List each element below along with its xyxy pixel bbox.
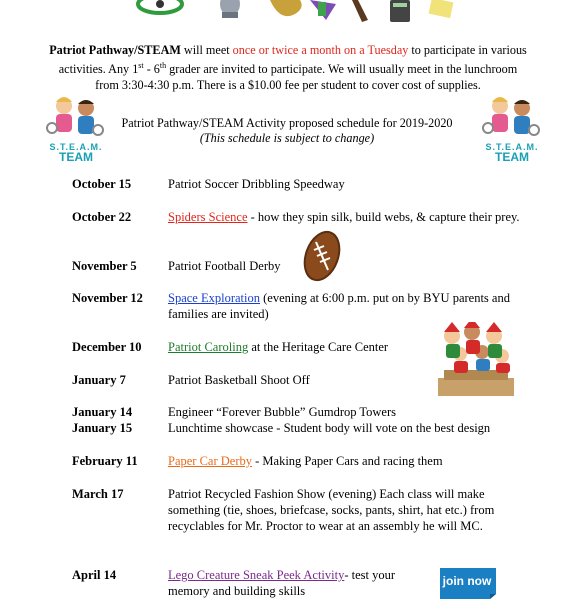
event-text: Patriot Recycled Fashion Show (evening) Each class will make something (tie, shoes, briefcase, socks, pants, shirt, hat etc.) from recyclables for Mr. Proctor to wear at an assembly he will MC. [168,487,495,533]
event-text: at the Heritage Care Center [248,340,389,354]
event-text: Lunchtime showcase - Student body will vote on the best design [168,421,491,435]
schedule-subtitle: (This schedule is subject to change) [199,131,375,145]
schedule-title: Patriot Pathway/STEAM Activity proposed schedule for 2019-2020 [121,116,453,130]
event-text: Patriot Basketball Shoot Off [168,373,310,387]
meeting-frequency: once or twice a month on a Tuesday [232,43,409,57]
trophy-icon [270,0,302,16]
notepad-icon [429,0,454,18]
event-link[interactable]: Space Exploration [168,291,260,305]
event-link[interactable]: Paper Car Derby [168,454,252,468]
event-date: January 7 [72,373,126,387]
event-text: Patriot Soccer Dribbling Speedway [168,177,345,191]
event-link[interactable]: Lego Creature Sneak Peek Activity [168,568,345,582]
intro-paragraph [46,42,530,93]
event-date: October 15 [72,177,132,191]
football-icon [300,228,344,284]
event-date: January 14 [72,405,133,419]
event-date: March 17 [72,487,124,501]
brush-icon [352,0,368,22]
event-description [168,404,538,420]
logo-text: TEAM [495,150,529,164]
event-description [168,567,430,599]
intro-text: will meet [180,43,233,57]
event-text: - Making Paper Cars and racing them [252,454,443,468]
superscript: th [159,61,167,70]
event-text: Engineer “Forever Bubble” Gumdrop Towers [168,405,396,419]
event-link[interactable]: Spiders Science [168,210,248,224]
event-date: November 5 [72,259,137,273]
superscript: st [138,61,144,70]
kids-icon [482,92,542,142]
event-description [168,258,538,274]
club-name: Patriot Pathway/STEAM [49,43,181,57]
steam-team-logo-left [46,92,106,164]
clipart-strip [130,0,460,24]
logo-text: S.T.E.A.M. [49,142,103,152]
carolers-icon [434,322,518,398]
event-date: February 11 [72,454,138,468]
intro-text: grader are invited to participate. We will usually meet in the lunchroom from 3:30-4:30 p.m. There is a $10.00 fee per student to cover cost of supplies. [95,62,518,93]
event-date: January 15 [72,421,133,435]
join-now-button[interactable] [438,566,500,600]
event-description [168,486,538,534]
event-text: - how they spin silk, build webs, & capture their prey. [247,210,520,224]
event-date: October 22 [72,210,132,224]
event-text: Patriot Football Derby [168,259,281,273]
event-date: April 14 [72,568,117,582]
kids-icon [46,92,106,142]
intro-text: - 6 [143,62,160,77]
logo-text: TEAM [59,150,93,164]
event-text: (evening at 6:00 p.m. put on by BYU parents and families are invited) [168,291,510,321]
event-description [168,420,538,436]
event-description [168,209,538,225]
join-button-label: join now [442,574,492,588]
event-description [168,176,538,192]
event-link[interactable]: Patriot Caroling [168,340,249,354]
event-description [168,453,538,469]
steam-team-logo-right [482,92,542,164]
event-text: - test your memory and building skills [168,568,396,598]
event-date: November 12 [72,291,143,305]
logo-text: S.T.E.A.M. [485,142,539,152]
event-date: December 10 [72,340,142,354]
intro-text: to participate in various activities. Any 1 [58,43,527,77]
event-description [168,290,538,322]
